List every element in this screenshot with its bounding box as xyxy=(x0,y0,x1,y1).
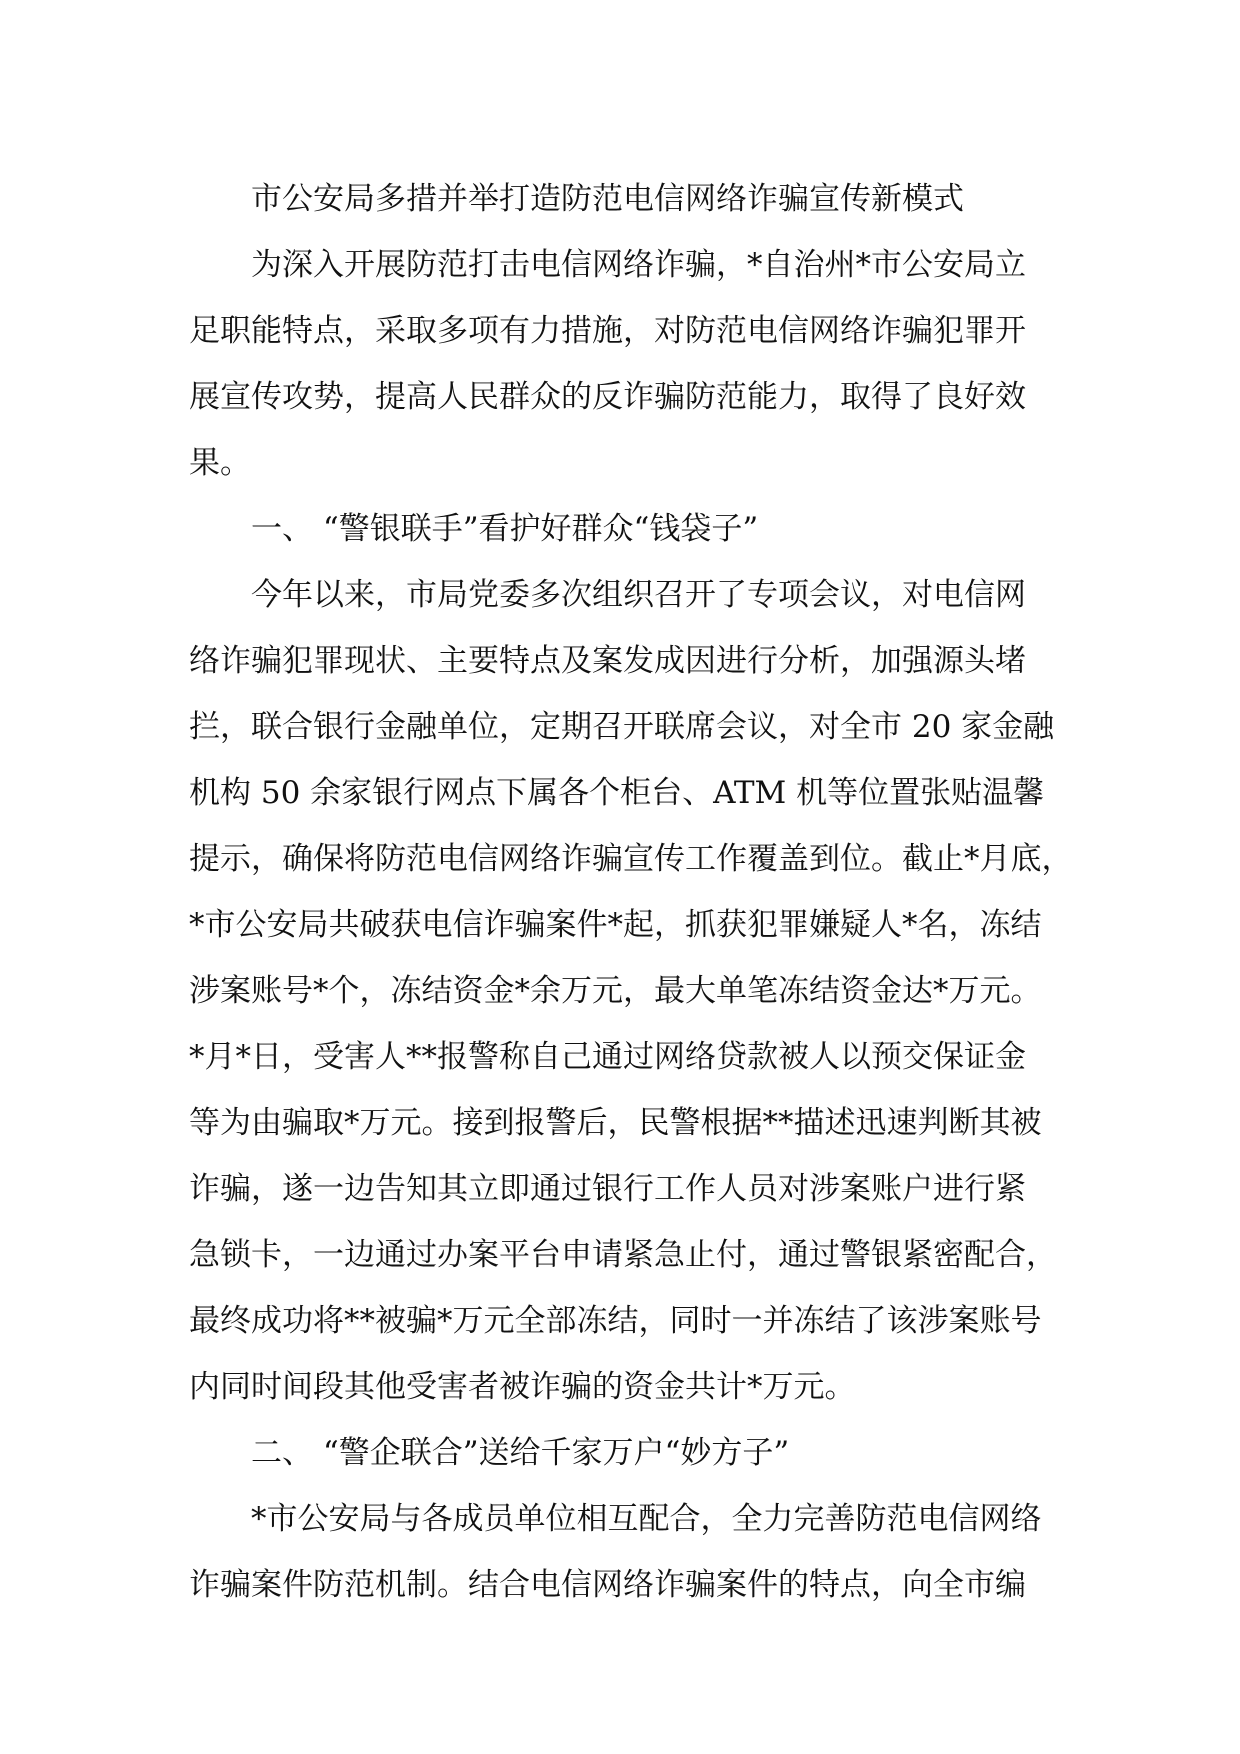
paragraph-line: 急锁卡，一边通过办案平台申请紧急止付，通过警银紧密配合， xyxy=(189,1237,1057,1273)
paragraph-line: 足职能特点，采取多项有力措施，对防范电信网络诈骗犯罪开 xyxy=(189,313,1026,349)
document-title: 市公安局多措并举打造防范电信网络诈骗宣传新模式 xyxy=(251,181,964,217)
paragraph-line: 络诈骗犯罪现状、主要特点及案发成因进行分析，加强源头堵 xyxy=(189,643,1026,679)
paragraph-line: 等为由骗取*万元。接到报警后，民警根据**描述迅速判断其被 xyxy=(189,1105,1042,1141)
paragraph-line: 提示，确保将防范电信网络诈骗宣传工作覆盖到位。截止*月底， xyxy=(189,841,1073,877)
paragraph-line: 果。 xyxy=(189,445,251,481)
paragraph-line: 涉案账号*个，冻结资金*余万元，最大单笔冻结资金达*万元。 xyxy=(189,973,1042,1009)
paragraph-line: 今年以来，市局党委多次组织召开了专项会议，对电信网 xyxy=(251,577,1026,613)
section-heading-2: 二、 “警企联合”送给千家万户“妙方子” xyxy=(251,1435,790,1471)
paragraph-line: 机构 50 余家银行网点下属各个柜台、ATM 机等位置张贴温馨 xyxy=(189,775,1045,811)
paragraph-line: *市公安局与各成员单位相互配合，全力完善防范电信网络 xyxy=(251,1501,1042,1537)
paragraph-line: 诈骗案件防范机制。结合电信网络诈骗案件的特点，向全市编 xyxy=(189,1567,1026,1603)
paragraph-line: 内同时间段其他受害者被诈骗的资金共计*万元。 xyxy=(189,1369,856,1405)
paragraph-line: 展宣传攻势，提高人民群众的反诈骗防范能力，取得了良好效 xyxy=(189,379,1026,415)
paragraph-line: 为深入开展防范打击电信网络诈骗，*自治州*市公安局立 xyxy=(251,247,1026,283)
paragraph-line: *月*日，受害人**报警称自己通过网络贷款被人以预交保证金 xyxy=(189,1039,1026,1075)
paragraph-line: *市公安局共破获电信诈骗案件*起，抓获犯罪嫌疑人*名，冻结 xyxy=(189,907,1042,943)
paragraph-line: 最终成功将**被骗*万元全部冻结，同时一并冻结了该涉案账号 xyxy=(189,1303,1042,1339)
section-heading-1: 一、 “警银联手”看护好群众“钱袋子” xyxy=(251,511,759,547)
paragraph-line: 诈骗，遂一边告知其立即通过银行工作人员对涉案账户进行紧 xyxy=(189,1171,1026,1207)
paragraph-line: 拦，联合银行金融单位，定期召开联席会议，对全市 20 家金融 xyxy=(189,709,1055,745)
document-body xyxy=(189,166,1073,1618)
